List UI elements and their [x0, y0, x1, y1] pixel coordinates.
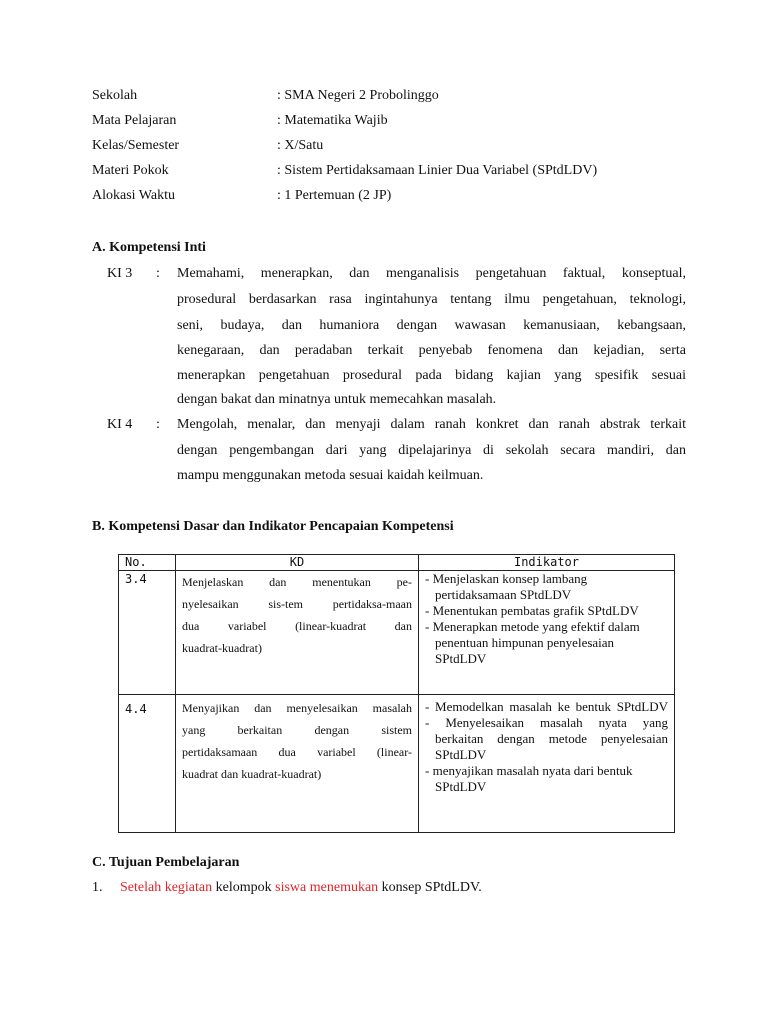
row-no: 3.4 [119, 571, 176, 695]
section-a-heading: A. Kompetensi Inti [92, 240, 206, 255]
row-no: 4.4 [119, 695, 176, 833]
section-c-heading: C. Tujuan Pembelajaran [92, 855, 240, 870]
identity-value-alokasi: : 1 Pertemuan (2 JP) [277, 188, 392, 203]
indicator-item: - Menerapkan metode yang efektif dalam penentuan himpunan penyelesaian SPtdLDV [425, 619, 640, 666]
objective-number: 1. [92, 880, 103, 895]
identity-label-kelas: Kelas/Semester [92, 138, 180, 153]
kd-line: kuadrat-kuadrat) [182, 641, 262, 655]
identity-label-materi: Materi Pokok [92, 163, 169, 178]
kd-line: pertidaksamaan dua variabel (linear- [182, 745, 412, 759]
table-row [119, 695, 675, 833]
ki4-line: Mengolah, menalar, dan menyaji dalam ranah konkret dan ranah abstrak terkait [177, 417, 686, 432]
objective-plain: kelompok [212, 880, 276, 895]
kd-line: nyelesaikan sis-tem pertidaksa-maan [182, 597, 412, 611]
indicator-item: - Menyelesaikan masalah nyata yang berkaitan dengan metode penyelesaian SPtdLDV [425, 715, 668, 762]
ki3-colon: : [156, 266, 160, 281]
indicator-item: - Memodelkan masalah ke bentuk SPtdLDV [425, 699, 668, 714]
kd-line: yang berkaitan dengan sistem [182, 723, 412, 737]
ki4-line: mampu menggunakan metoda sesuai kaidah keilmuan. [177, 468, 484, 483]
kd-line: Menyajikan dan menyelesaikan masalah [182, 701, 412, 715]
indicator-item: - Menjelaskan konsep lambang pertidaksamaan SPtdLDV [425, 571, 588, 602]
ki4-colon: : [156, 417, 160, 432]
ki3-line: prosedural berdasarkan rasa ingintahunya tentang ilmu pengetahuan, teknologi, [177, 292, 686, 307]
kd-line: Menjelaskan dan menentukan pe- [182, 575, 412, 589]
row-indicators [419, 571, 675, 695]
identity-value-materi: : Sistem Pertidaksamaan Linier Dua Variabel (SPtdLDV) [277, 163, 598, 178]
identity-value-sekolah: : SMA Negeri 2 Probolinggo [277, 88, 439, 103]
indicator-item: - Menentukan pembatas grafik SPtdLDV [425, 603, 639, 618]
objective-text [120, 879, 482, 896]
ki3-label: KI 3 [107, 266, 133, 281]
ki3-line: dengan bakat dan minatnya untuk memecahkan masalah. [177, 392, 497, 407]
table-row [119, 571, 675, 695]
identity-value-mapel: : Matematika Wajib [277, 113, 388, 128]
ki3-line: kenegaraan, dan peradaban terkait penyebab fenomena dan kejadian, serta [177, 343, 686, 358]
ki3-line: menerapkan pengetahuan prosedural pada bidang kajian yang spesifik sesuai [177, 368, 686, 383]
identity-value-kelas: : X/Satu [277, 138, 324, 153]
kd-table [118, 554, 675, 833]
identity-label-alokasi: Alokasi Waktu [92, 188, 175, 203]
ki3-line: seni, budaya, dan humaniora dengan wawasan kemanusiaan, kebangsaan, [177, 318, 686, 333]
objective-plain: konsep SPtdLDV. [378, 880, 482, 895]
ki4-line: dengan pengembangan dari yang dipelajarinya di sekolah secara mandiri, dan [177, 443, 686, 458]
row-indicators [419, 695, 675, 833]
ki4-label: KI 4 [107, 417, 133, 432]
ki3-line: Memahami, menerapkan, dan menganalisis pengetahuan faktual, konseptual, [177, 266, 686, 281]
identity-label-sekolah: Sekolah [92, 88, 138, 103]
header-no: No. [119, 555, 176, 571]
header-indikator: Indikator [419, 555, 675, 571]
section-b-heading: B. Kompetensi Dasar dan Indikator Pencapaian Kompetensi [92, 519, 454, 534]
indicator-item: - menyajikan masalah nyata dari bentuk SPtdLDV [425, 763, 633, 794]
kd-table-header [119, 555, 675, 571]
kd-line: dua variabel (linear-kuadrat dan [182, 619, 412, 633]
objective-highlight: Setelah kegiatan [120, 880, 213, 895]
objective-highlight: siswa menemukan [275, 880, 379, 895]
kd-line: kuadrat dan kuadrat-kuadrat) [182, 767, 322, 781]
row-kd [176, 695, 419, 833]
identity-label-mapel: Mata Pelajaran [92, 113, 177, 128]
header-kd: KD [176, 555, 419, 571]
row-kd [176, 571, 419, 695]
